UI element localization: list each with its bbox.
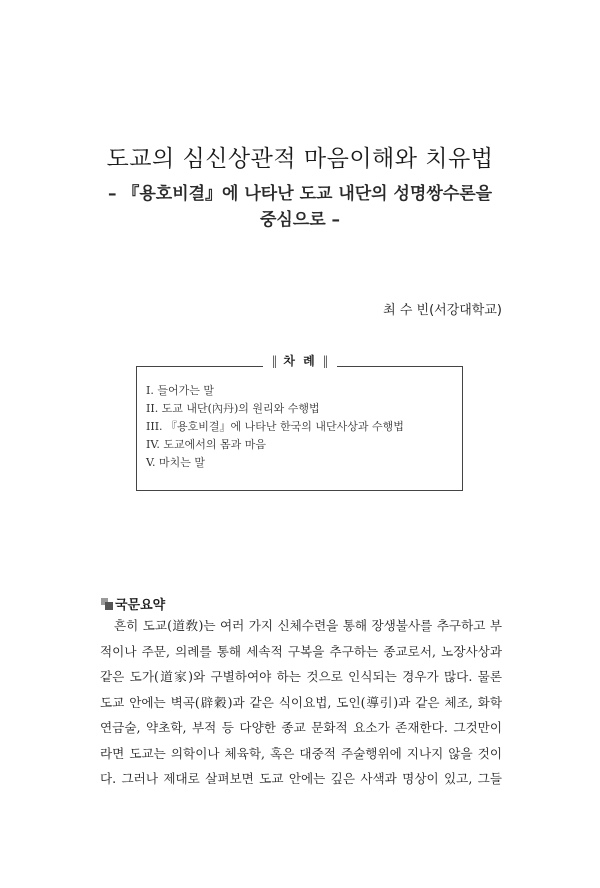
abstract-line: 도교 안에는 벽곡(辟穀)과 같은 식이요법, 도인(導引)과 같은 체조, 화학 (100, 694, 502, 710)
toc-bar-right: ‖ (322, 354, 329, 368)
abstract-heading-label: 국문요약 (115, 598, 166, 613)
subtitle-line-1: – 『용호비결』에 나타난 도교 내단의 성명쌍수론을 (107, 184, 493, 204)
abstract-body (100, 613, 502, 792)
toc-item-1: I. 들어가는 말 (146, 384, 214, 397)
toc-bar-left: ‖ (271, 354, 278, 368)
toc-heading-label: 차 례 (283, 354, 317, 368)
abstract-line: 다. 그러나 제대로 살펴보면 도교 안에는 깊은 사색과 명상이 있고, 그들 (100, 771, 502, 786)
abstract-line: 흔히 도교(道敎)는 여러 가지 신체수련을 통해 장생불사를 추구하고 부 (114, 618, 502, 633)
abstract-line: 라면 도교는 의학이나 체육학, 혹은 대중적 주술행위에 지나지 않을 것이 (100, 745, 502, 761)
paper-subtitle (0, 181, 600, 233)
toc-item-5: V. 마치는 말 (146, 456, 206, 469)
toc-item-4: IV. 도교에서의 몸과 마음 (146, 438, 266, 451)
abstract-line: 적이나 주문, 의례를 통해 세속적 구복을 추구하는 종교로서, 노장사상과 (100, 643, 502, 659)
abstract-line: 같은 도가(道家)와 구별하여야 하는 것으로 인식되는 경우가 많다. 물론 (100, 669, 502, 684)
subtitle-line-2: 중심으로 – (259, 210, 341, 230)
toc-item-3: III. 『용호비결』에 나타난 한국의 내단사상과 수행법 (146, 420, 404, 433)
toc-list (146, 382, 456, 472)
author-affiliation: 최 수 빈(서강대학교) (383, 303, 502, 318)
toc-item-2: II. 도교 내단(內丹)의 원리와 수행법 (146, 402, 320, 415)
square-bullet-icon (101, 598, 113, 610)
abstract-heading (101, 594, 165, 613)
toc-heading (0, 353, 600, 369)
paper-title: 도교의 심신상관적 마음이해와 치유법 (106, 146, 494, 172)
abstract-line: 연금술, 약초학, 부적 등 다양한 종교 문화적 요소가 존재한다. 그것만이 (100, 720, 502, 735)
